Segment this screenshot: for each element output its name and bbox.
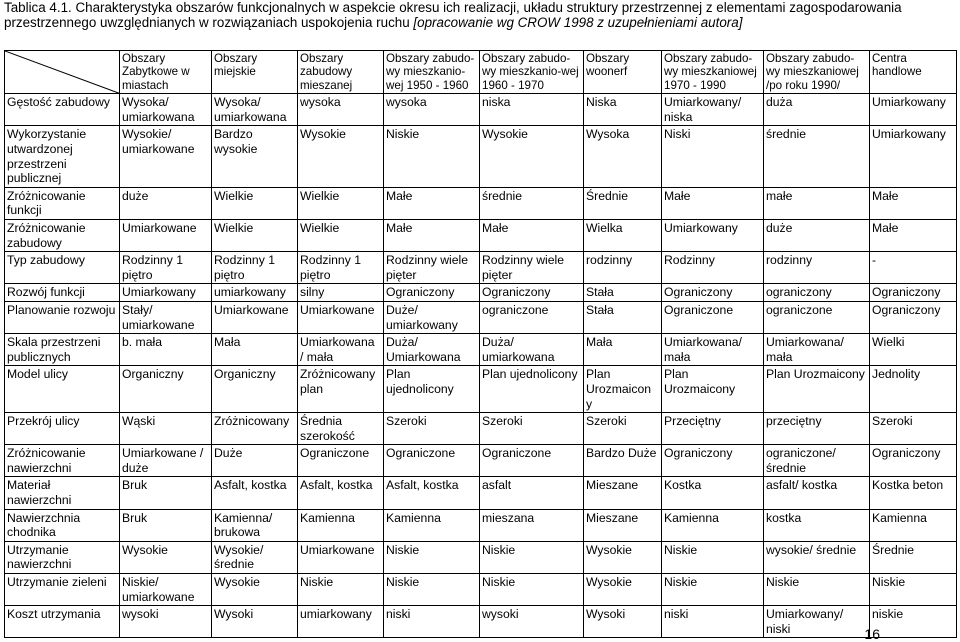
table-cell: Szeroki [480,413,584,445]
table-cell: Przeciętny [662,413,764,445]
table-cell: Ograniczony [662,445,764,477]
table-cell: ograniczony [764,284,870,302]
table-cell: ograniczone [480,301,584,333]
header-cell: Obszary zabudowy mieszanej [298,51,384,94]
table-cell: Umiarkowane [298,541,384,573]
table-cell: Niskie [384,574,480,606]
table-row [5,477,957,509]
table-cell: Wielkie [298,219,384,251]
table-cell: Asfalt, kostka [298,477,384,509]
table-cell: wysoka [298,94,384,126]
table-cell: duże [120,187,212,219]
table-cell: Organiczny [120,366,212,413]
table-cell: Asfalt, kostka [212,477,298,509]
table-row [5,284,957,302]
table-cell: Wysokie [480,126,584,187]
table-cell: Małe [662,187,764,219]
table-cell: Wysoka/ umiarkowana [120,94,212,126]
table-cell: Niskie [764,574,870,606]
header-cell: Obszary woonerf [584,51,662,94]
table-cell: Stały/ umiarkowane [120,301,212,333]
table-row [5,187,957,219]
table-cell: Stała [584,284,662,302]
table-cell: Mała [584,334,662,366]
table-cell: Wysoki [584,606,662,638]
table-cell: Niskie [384,126,480,187]
table-row [5,301,957,333]
table-cell: Umiarkowany [662,219,764,251]
table-cell: wysoka [384,94,480,126]
table-row [5,445,957,477]
table-cell: Mała [212,334,298,366]
row-label-cell: Utrzymanie nawierzchni [5,541,120,573]
header-cell: Obszary zabudo-wy mieszkanio-wej 1950 - 1960 [384,51,480,94]
table-cell: Niskie [480,541,584,573]
table-row [5,366,957,413]
table-cell: Asfalt, kostka [384,477,480,509]
table-cell: Wysokie [298,126,384,187]
table-cell: Małe [384,187,480,219]
table-cell: Niski [662,126,764,187]
table-cell: Wysoka/ umiarkowana [212,94,298,126]
table-cell: Wąski [120,413,212,445]
table-cell: Umiarkowany [120,284,212,302]
table-cell: asfalt/ kostka [764,477,870,509]
table-cell: Zróżnicowany plan [298,366,384,413]
table-cell: niski [384,606,480,638]
table-cell: niska [480,94,584,126]
table-cell: Zróżnicowany [212,413,298,445]
table-cell: Niskie [662,541,764,573]
table-cell: Bardzo Duże [584,445,662,477]
header-cell: Obszary zabudo-wy mieszkaniowej /po roku 1990/ [764,51,870,94]
table-cell: Wielka [584,219,662,251]
header-cell: Obszary miejskie [212,51,298,94]
table-cell: Plan ujednolicony [384,366,480,413]
table-cell: Ograniczone [480,445,584,477]
row-label-cell: Zróżnicowanie funkcji [5,187,120,219]
table-cell: Niskie [298,574,384,606]
table-cell: Kamienna/ brukowa [212,509,298,541]
table-cell: Plan Urozmaicony [662,366,764,413]
table-cell: Wysokie [584,574,662,606]
table-row [5,606,957,638]
table-cell: Umiarkowana/ mała [662,334,764,366]
table-row [5,219,957,251]
table-cell: duże [764,219,870,251]
caption-source: [opracowanie wg CROW 1998 z uzupełnieniami autora] [413,15,743,30]
table-cell: Umiarkowany/ niska [662,94,764,126]
table-cell: Ograniczony [384,284,480,302]
caption-title: Tablica 4.1. Charakterystyka obszarów funkcjonalnych w aspekcie okresu ich realizacji, układu struktury przestrzennej z elementami zagospodarowania przestrzennego uwzględnianych w rozwiązaniach uspokojenia ruchu [4,0,902,30]
characteristics-table [4,50,957,638]
table-cell: wysoki [480,606,584,638]
table-cell: Jednolity [870,366,957,413]
table-cell: Rodzinny wiele pięter [480,252,584,284]
row-label-cell: Rozwój funkcji [5,284,120,302]
table-cell: umiarkowany [212,284,298,302]
table-cell: Organiczny [212,366,298,413]
table-cell: Ograniczone [298,445,384,477]
table-cell: Szeroki [584,413,662,445]
table-cell: Plan Urozmaicony [764,366,870,413]
row-label-cell: Utrzymanie zieleni [5,574,120,606]
table-cell: średnie [764,126,870,187]
table-cell: Umiarkowane [120,219,212,251]
table-cell: Wysokie/ umiarkowane [120,126,212,187]
table-cell: Umiarkowane / duże [120,445,212,477]
table-cell: Niskie [870,574,957,606]
table-cell: Ograniczony [480,284,584,302]
table-cell: b. mała [120,334,212,366]
row-label-cell: Planowanie rozwoju [5,301,120,333]
row-label-cell: Gęstość zabudowy [5,94,120,126]
table-cell: Kamienna [662,509,764,541]
table-cell: niski [662,606,764,638]
table-cell: Ograniczone [384,445,480,477]
table-cell: Wysokie/ średnie [212,541,298,573]
table-cell: Średnie [870,541,957,573]
table-cell: Umiarkowane [298,301,384,333]
table-cell: Wysokie [212,574,298,606]
table-cell: rodzinny [584,252,662,284]
table-cell: Niskie [480,574,584,606]
table-cell: asfalt [480,477,584,509]
table-cell: umiarkowany [298,606,384,638]
row-label-cell: Skala przestrzeni publicznych [5,334,120,366]
table-caption [4,0,956,30]
table-cell: Umiarkowany/ niski [764,606,870,638]
table-row [5,509,957,541]
table-cell: Stała [584,301,662,333]
table-cell: Kamienna [298,509,384,541]
table-cell: wysokie/ średnie [764,541,870,573]
row-label-cell: Zróżnicowanie zabudowy [5,219,120,251]
table-cell: Ograniczony [662,284,764,302]
table-cell: Małe [870,187,957,219]
table-cell: - [870,252,957,284]
table-cell: Niskie [662,574,764,606]
table-cell: silny [298,284,384,302]
table-cell: Umiarkowana/ mała [764,334,870,366]
table-row [5,541,957,573]
table-cell: Umiarkowany [870,94,957,126]
table-cell: ograniczone/ średnie [764,445,870,477]
table-cell: Bruk [120,509,212,541]
row-label-cell: Typ zabudowy [5,252,120,284]
table-cell: Wysoki [212,606,298,638]
table-row [5,574,957,606]
table-cell: Duża/ umiarkowana [480,334,584,366]
row-label-cell: Materiał nawierzchni [5,477,120,509]
row-label-cell: Nawierzchnia chodnika [5,509,120,541]
table-cell: Niskie/ umiarkowane [120,574,212,606]
table-cell: Wielki [870,334,957,366]
table-cell: rodzinny [764,252,870,284]
table-row [5,413,957,445]
table-cell: Rodzinny 1 piętro [298,252,384,284]
table-cell: Niska [584,94,662,126]
table-cell: przeciętny [764,413,870,445]
table-cell: Średnia szerokość [298,413,384,445]
header-cell [5,51,120,94]
table-row [5,126,957,187]
table-cell: Wysokie [584,541,662,573]
table-cell: Kamienna [384,509,480,541]
table-cell: Średnie [584,187,662,219]
table-cell: Szeroki [870,413,957,445]
row-label-cell: Zróżnicowanie nawierzchni [5,445,120,477]
table-cell: Bruk [120,477,212,509]
row-label-cell: Koszt utrzymania [5,606,120,638]
table-row [5,94,957,126]
table-cell: Umiarkowany [870,126,957,187]
table-cell: Duża/ Umiarkowana [384,334,480,366]
table-cell: Ograniczony [870,445,957,477]
table-cell: Małe [480,219,584,251]
table-cell: Duże [212,445,298,477]
table-cell: Rodzinny 1 piętro [212,252,298,284]
header-cell: Obszary Zabytkowe w miastach [120,51,212,94]
header-cell: Centra handlowe [870,51,957,94]
table-cell: kostka [764,509,870,541]
table-cell: Umiarkowane [212,301,298,333]
table-header-row [5,51,957,94]
table-cell: Szeroki [384,413,480,445]
table-cell: wysoki [120,606,212,638]
table-cell: Wysoka [584,126,662,187]
table-cell: Umiarkowana / mała [298,334,384,366]
row-label-cell: Wykorzystanie utwardzonej przestrzeni publicznej [5,126,120,187]
table-cell: Wielkie [212,219,298,251]
table-cell: Rodzinny wiele pięter [384,252,480,284]
table-cell: Rodzinny [662,252,764,284]
diagonal-divider [5,51,119,93]
table-cell: Wysokie [120,541,212,573]
table-cell: Plan Urozmaicon y [584,366,662,413]
table-cell: Plan ujednolicony [480,366,584,413]
table-cell: Ograniczony [870,284,957,302]
table-cell: Małe [870,219,957,251]
table-cell: średnie [480,187,584,219]
table-cell: Rodzinny 1 piętro [120,252,212,284]
table-cell: Niskie [384,541,480,573]
table-cell: niskie [870,606,957,638]
table-cell: duża [764,94,870,126]
header-cell: Obszary zabudo-wy mieszkanio-wej 1960 - 1970 [480,51,584,94]
table-cell: mieszana [480,509,584,541]
table-cell: ograniczone [764,301,870,333]
header-cell: Obszary zabudo-wy mieszkaniowej 1970 - 1990 [662,51,764,94]
table-row [5,252,957,284]
table-cell: Mieszane [584,477,662,509]
page-number: 16 [864,626,880,642]
table-cell: Wielkie [212,187,298,219]
table-cell: małe [764,187,870,219]
table-cell: Duże/ umiarkowany [384,301,480,333]
table-cell: Ograniczone [662,301,764,333]
table-cell: Ograniczony [870,301,957,333]
row-label-cell: Przekrój ulicy [5,413,120,445]
table-cell: Kostka [662,477,764,509]
table-row [5,334,957,366]
table-cell: Mieszane [584,509,662,541]
table-cell: Małe [384,219,480,251]
table-cell: Bardzo wysokie [212,126,298,187]
table-cell: Kamienna [870,509,957,541]
table-cell: Wielkie [298,187,384,219]
table-cell: Kostka beton [870,477,957,509]
row-label-cell: Model ulicy [5,366,120,413]
